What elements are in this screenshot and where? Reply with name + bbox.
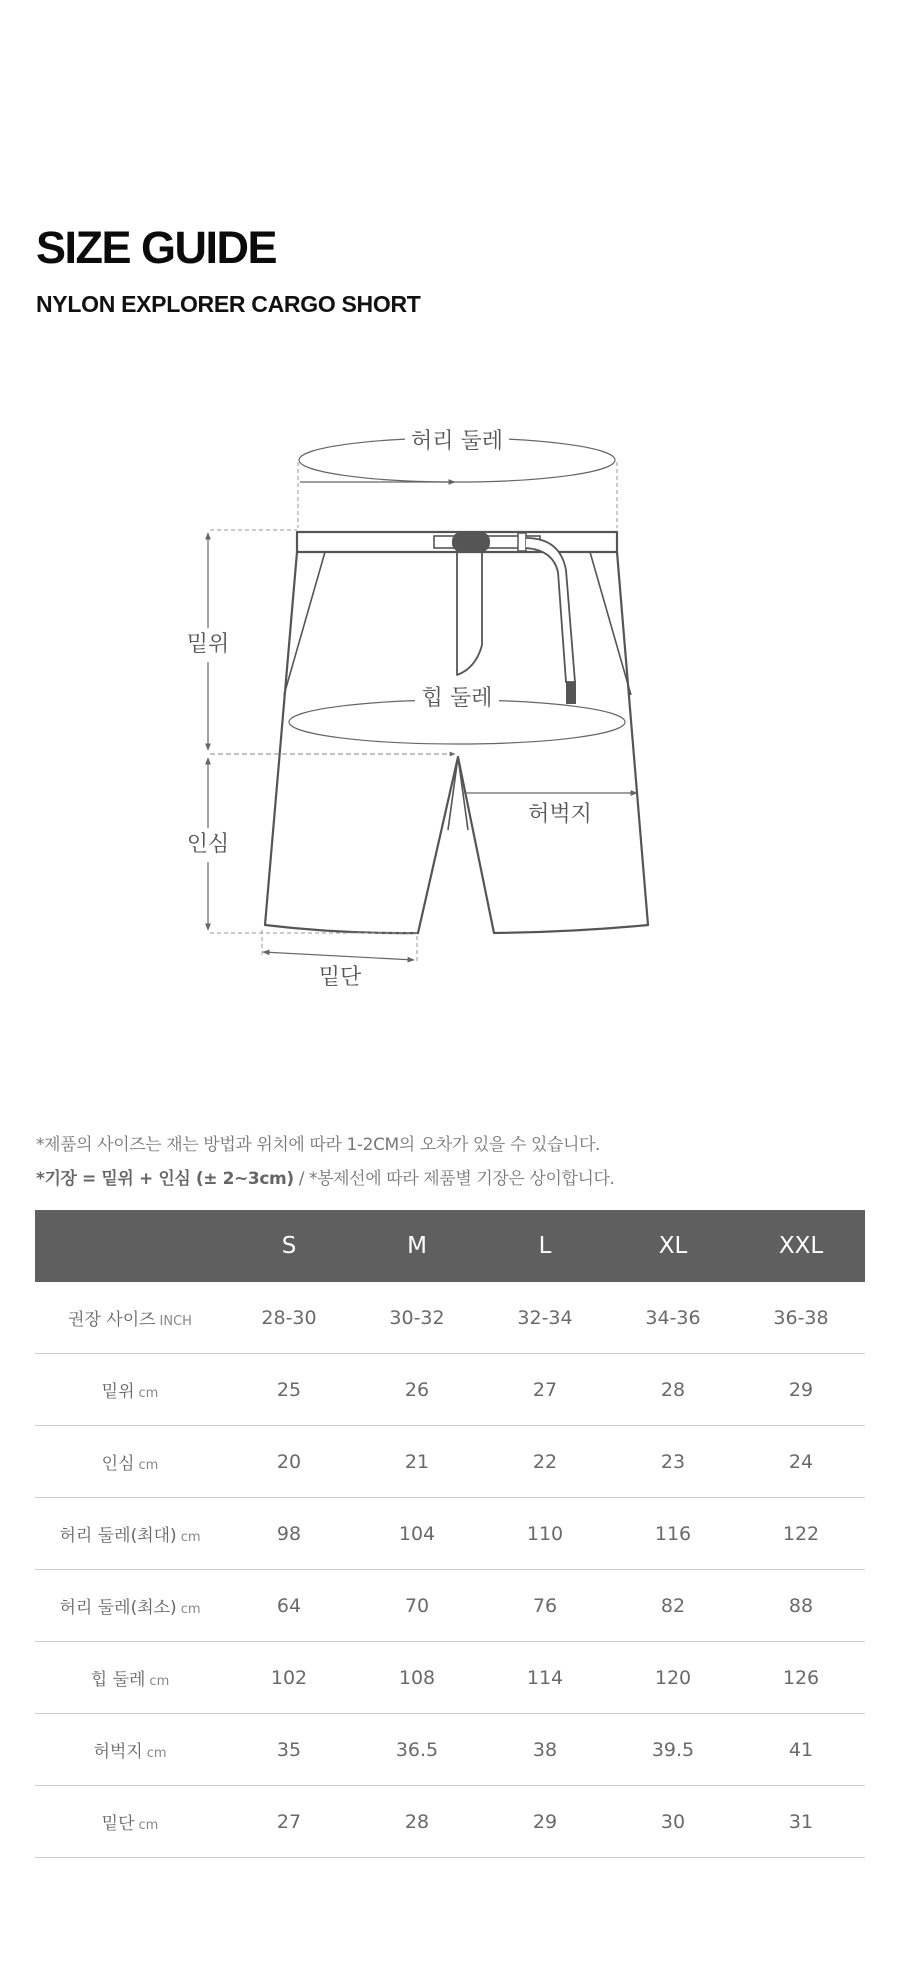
size-table: [35, 1210, 865, 1858]
table-cell: 29: [737, 1354, 865, 1426]
table-row: [35, 1426, 865, 1498]
table-cell: 120: [609, 1642, 737, 1714]
table-row: [35, 1282, 865, 1354]
shorts-outline: [265, 532, 648, 933]
table-cell: 76: [481, 1570, 609, 1642]
table-cell: 20: [225, 1426, 353, 1498]
table-cell: 39.5: [609, 1714, 737, 1786]
header-cell: L: [481, 1210, 609, 1282]
table-header-row: [35, 1210, 865, 1282]
note-tolerance: *제품의 사이즈는 재는 방법과 위치에 따라 1-2CM의 오차가 있을 수 있습니다.: [36, 1135, 601, 1155]
table-cell: 21: [353, 1426, 481, 1498]
row-unit: cm: [138, 1818, 159, 1833]
hip-label: 힙 둘레: [421, 686, 493, 711]
row-unit: cm: [180, 1602, 201, 1617]
table-cell: 114: [481, 1642, 609, 1714]
table-row: [35, 1354, 865, 1426]
hem-label: 밑단: [318, 965, 362, 990]
row-unit: cm: [138, 1458, 159, 1473]
size-notes: [36, 1128, 615, 1196]
table-cell: 26: [353, 1354, 481, 1426]
table-row: [35, 1570, 865, 1642]
header-cell: [35, 1210, 225, 1282]
table-cell: 23: [609, 1426, 737, 1498]
table-cell: 41: [737, 1714, 865, 1786]
table-cell: 28: [353, 1786, 481, 1858]
table-cell: 64: [225, 1570, 353, 1642]
table-cell: 32-34: [481, 1282, 609, 1354]
waist-label: 허리 둘레: [410, 429, 504, 454]
table-row: [35, 1786, 865, 1858]
table-cell: 34-36: [609, 1282, 737, 1354]
row-label: 허벅지 cm: [35, 1714, 225, 1786]
table-cell: 30-32: [353, 1282, 481, 1354]
header-cell: XXL: [737, 1210, 865, 1282]
table-cell: 126: [737, 1642, 865, 1714]
table-cell: 25: [225, 1354, 353, 1426]
header-cell: M: [353, 1210, 481, 1282]
table-cell: 35: [225, 1714, 353, 1786]
row-unit: cm: [146, 1746, 167, 1761]
table-cell: 70: [353, 1570, 481, 1642]
note-length: [36, 1162, 615, 1196]
table-cell: 82: [609, 1570, 737, 1642]
note-length-seam: / *봉제선에 따라 제품별 기장은 상이합니다.: [293, 1169, 615, 1189]
inseam-measure: [182, 758, 418, 933]
thigh-label: 허벅지: [528, 802, 592, 827]
table-cell: 38: [481, 1714, 609, 1786]
shorts-measurement-diagram: [0, 400, 900, 1020]
row-label: 힙 둘레 cm: [35, 1642, 225, 1714]
table-cell: 88: [737, 1570, 865, 1642]
row-unit: INCH: [159, 1314, 192, 1329]
inseam-label: 인심: [186, 832, 230, 857]
rise-measure: [182, 530, 297, 750]
table-cell: 36-38: [737, 1282, 865, 1354]
table-cell: 36.5: [353, 1714, 481, 1786]
row-unit: cm: [180, 1530, 201, 1545]
table-cell: 98: [225, 1498, 353, 1570]
row-label: 허리 둘레(최소) cm: [35, 1570, 225, 1642]
belt: [434, 532, 576, 704]
product-name: NYLON EXPLORER CARGO SHORT: [36, 291, 421, 317]
table-cell: 108: [353, 1642, 481, 1714]
table-row: [35, 1714, 865, 1786]
row-unit: cm: [149, 1674, 170, 1689]
table-cell: 22: [481, 1426, 609, 1498]
row-unit: cm: [138, 1386, 159, 1401]
note-length-formula: *기장 = 밑위 + 인심 (± 2~3cm): [36, 1169, 294, 1189]
waist-measure: [298, 428, 617, 528]
table-cell: 30: [609, 1786, 737, 1858]
table-cell: 29: [481, 1786, 609, 1858]
table-cell: 122: [737, 1498, 865, 1570]
table-row: [35, 1498, 865, 1570]
table-cell: 24: [737, 1426, 865, 1498]
table-cell: 110: [481, 1498, 609, 1570]
row-label: 밑단 cm: [35, 1786, 225, 1858]
thigh-measure: [463, 793, 637, 827]
header-cell: S: [225, 1210, 353, 1282]
rise-label: 밑위: [186, 632, 230, 657]
table-cell: 28: [609, 1354, 737, 1426]
table-cell: 102: [225, 1642, 353, 1714]
page-title: SIZE GUIDE: [36, 222, 277, 273]
row-label: 밑위 cm: [35, 1354, 225, 1426]
table-cell: 31: [737, 1786, 865, 1858]
table-cell: 27: [481, 1354, 609, 1426]
table-cell: 116: [609, 1498, 737, 1570]
row-label: 권장 사이즈 INCH: [35, 1282, 225, 1354]
header-cell: XL: [609, 1210, 737, 1282]
table-cell: 28-30: [225, 1282, 353, 1354]
table-cell: 104: [353, 1498, 481, 1570]
row-label: 허리 둘레(최대) cm: [35, 1498, 225, 1570]
hem-measure: [262, 930, 417, 990]
table-cell: 27: [225, 1786, 353, 1858]
table-row: [35, 1642, 865, 1714]
row-label: 인심 cm: [35, 1426, 225, 1498]
